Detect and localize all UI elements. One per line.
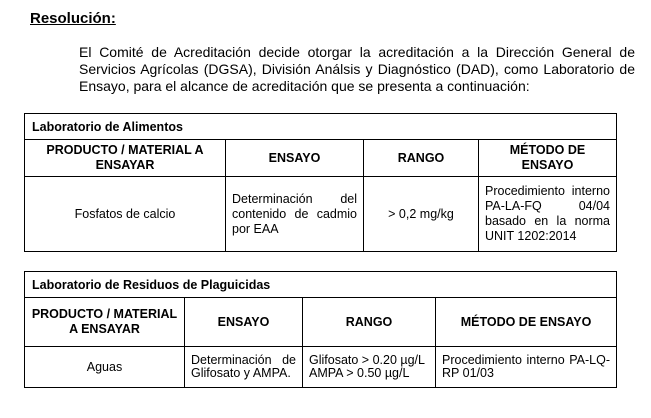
header-rango: RANGO — [303, 298, 436, 347]
intro-paragraph: El Comité de Acreditación decide otorgar la acreditación a la Dirección General de Servicios Agrícolas (DGSA), División Análsis y Diagnóstico (DAD), como Laboratorio de Ensayo, para el alcance de acreditación que se presenta a continuación: — [79, 44, 635, 94]
rango-ampa: AMPA > 0.50 µg/L — [309, 366, 410, 380]
lab-title: Laboratorio de Residuos de Plaguicidas — [25, 272, 617, 298]
lab-title: Laboratorio de Alimentos — [25, 114, 617, 140]
cell-ensayo: Determinación de Glifosato y AMPA. — [185, 347, 303, 388]
header-rango: RANGO — [364, 140, 479, 177]
header-ensayo: ENSAYO — [185, 298, 303, 347]
cell-metodo: Procedimiento interno PA-LA-FQ 04/04 basado en la norma UNIT 1202:2014 — [479, 177, 617, 252]
header-metodo: MÉTODO DE ENSAYO — [436, 298, 617, 347]
resolution-heading: Resolución: — [30, 10, 116, 27]
rango-glifosato: Glifosato > 0.20 µg/L — [309, 353, 425, 367]
header-ensayo: ENSAYO — [226, 140, 364, 177]
header-metodo: MÉTODO DE ENSAYO — [479, 140, 617, 177]
cell-metodo: Procedimiento interno PA-LQ-RP 01/03 — [436, 347, 617, 388]
table-laboratorio-alimentos — [24, 113, 617, 252]
cell-rango — [303, 347, 436, 388]
table-laboratorio-residuos — [24, 271, 617, 388]
cell-rango: > 0,2 mg/kg — [364, 177, 479, 252]
cell-producto: Fosfatos de calcio — [25, 177, 226, 252]
header-producto: PRODUCTO / MATERIAL A ENSAYAR — [25, 298, 185, 347]
cell-ensayo: Determinación del contenido de cadmio por EAA — [226, 177, 364, 252]
cell-producto: Aguas — [25, 347, 185, 388]
header-producto: PRODUCTO / MATERIAL A ENSAYAR — [25, 140, 226, 177]
